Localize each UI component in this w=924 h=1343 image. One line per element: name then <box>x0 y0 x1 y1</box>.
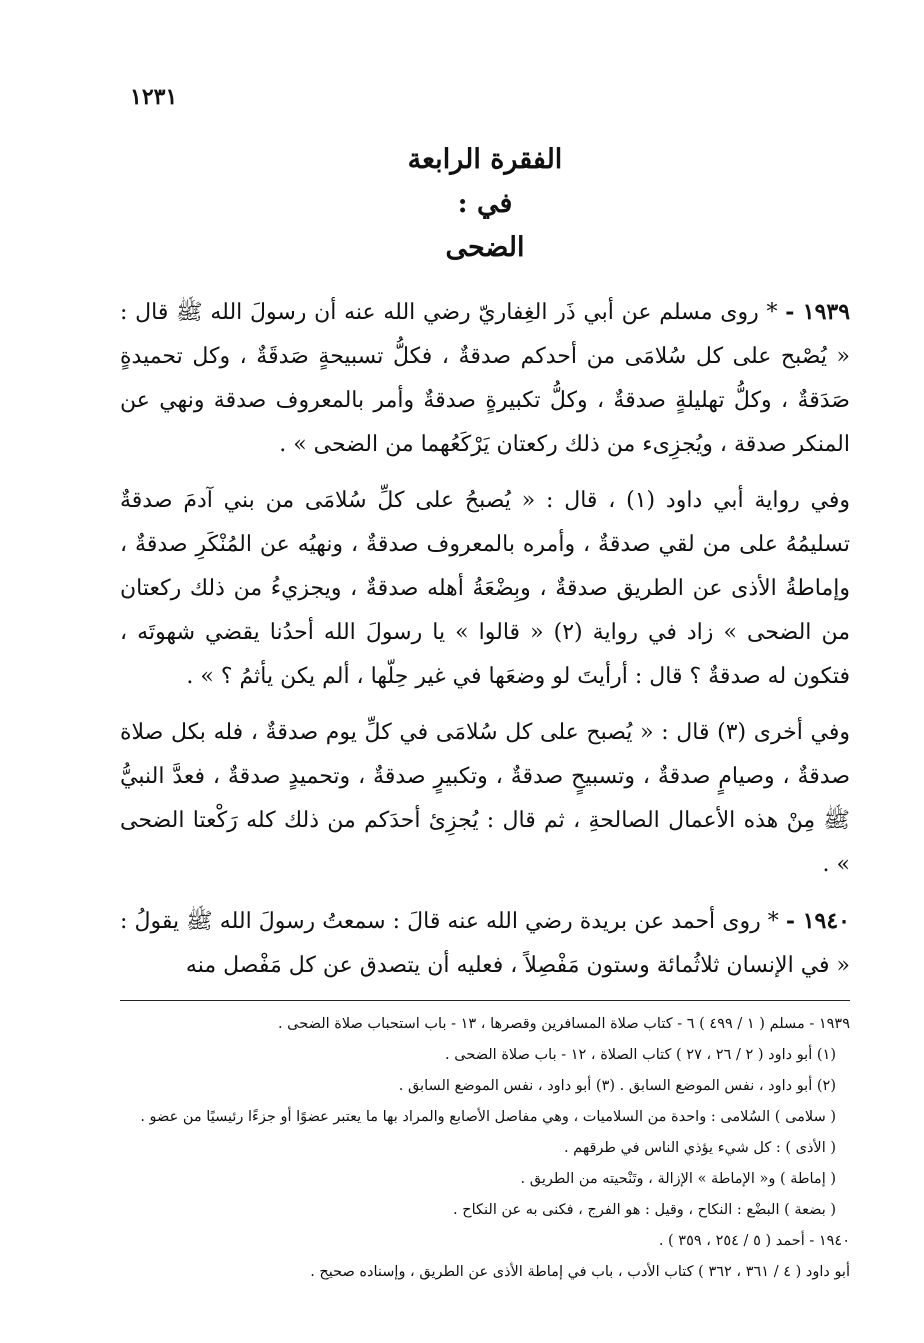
paragraph-text: وفي رواية أبي داود (١) ، قال : « يُصبحُ على كلِّ سُلامَى من بني آدمَ صدقةٌ تسليمُهُ على من لقي صدقةٌ ، وأمره بالمعروف صدقةٌ ، ونهيُه عن المُنْكَرِ صدقةٌ ، وإماطةُ الأذى عن الطريق صدقةٌ ، وبِضْعَةُ أهله صدقةٌ ، ويجزيءُ من ذلك ركعتان من الضحى » زاد في رواية (٢) « قالوا » يا رسولَ الله أحدُنا يقضي شهوتَه ، فتكون له صدقةٌ ؟ قال : أرأيتَ لو وضعَها في غير حِلّها ، ألم يكن يأثمُ ؟ » . <box>120 488 851 689</box>
footnote-source-abu-dawud: أبو داود ( ٤ / ٣٦١ ، ٣٦٢ ) كتاب الأدب ، باب في إماطة الأذى عن الطريق ، وإسناده صحيح . <box>310 1264 850 1280</box>
paragraph-text: وفي أخرى (٣) قال : « يُصبح على كل سُلامَى في كلِّ يوم صدقةٌ ، فله بكل صلاة صدقةٌ ، وصيامٍ صدقةٌ ، وتسبيحٍ صدقةٌ ، وتكبيرٍ صدقةٌ ، وتحميدٍ صدقةٌ ، فعدَّ النبيُّ ﷺ مِنْ هذه الأعمال الصالحةِ ، ثم قال : يُجزِئ أحدَكم من ذلك كله رَكْعتا الضحى » . <box>120 720 850 877</box>
narration-other <box>120 711 850 887</box>
footnote-2-3: (٢) أبو داود ، نفس الموضع السابق . (٣) أبو داود ، نفس الموضع السابق . <box>398 1078 836 1094</box>
narration-abu-dawud <box>120 479 850 699</box>
footnote-gloss-bud: ( بضعة ) البضْع : النكاح ، وقيل : هو الفرج ، فكنى به عن النكاح . <box>453 1202 836 1218</box>
footnotes <box>120 1000 850 1288</box>
footnote-1: (١) أبو داود ( ٢ / ٢٦ ، ٢٧ ) كتاب الصلاة ، ١٢ - باب صلاة الضحى . <box>445 1047 836 1063</box>
hadith-number: ١٩٣٩ - <box>785 299 851 325</box>
hadith-paragraph-1939 <box>120 290 850 467</box>
footnote-gloss-imata: ( إماطة ) و« الإماطة » الإزالة ، وتَنْحيته من الطريق . <box>520 1171 836 1187</box>
hadith-text <box>120 290 850 988</box>
footnote-gloss-sulama: ( سلامى ) السُلامى : واحدة من السلاميات ، وهي مفاصل الأصابع والمراد بها ما يعتبر عضوًا أو جزءًا رئيسيًا من عضو . <box>140 1109 836 1125</box>
footnote-source-1939: ١٩٣٩ - مسلم ( ١ / ٤٩٩ ) ٦ - كتاب صلاة المسافرين وقصرها ، ١٣ - باب استحباب صلاة الضحى . <box>277 1016 850 1032</box>
section-title: الفقرة الرابعة <box>407 144 563 175</box>
hadith-paragraph-1940 <box>120 899 850 988</box>
section-subtitle-prefix: في : <box>457 188 513 219</box>
paragraph-text: * روى أحمد عن بريدة رضي الله عنه قالَ : سمعتُ رسولَ الله ﷺ يقولُ : « في الإنسان ثلاثُمائة وستون مَفْصِلاً ، فعليه أن يتصدق عن كل مَفْصل منه <box>120 909 850 978</box>
footnote-gloss-adha: ( الأذى ) : كل شيء يؤذي الناس في طرقهم . <box>563 1140 836 1156</box>
section-subtitle: الضحى <box>445 232 525 263</box>
section-titles <box>120 138 850 270</box>
paragraph-text: * روى مسلم عن أبي ذَر الغِفاريّ رضي الله عنه أن رسولَ الله ﷺ قال : « يُصْبح على كل سُلامَى من أحدكم صدقةٌ ، فكلُّ تسبيحةٍ صَدقَةٌ ، وكل تحميدةٍ صَدَقةٌ ، وكلُّ تهليلةٍ صدقةٌ ، وكلُّ تكبيرةٍ صدقةٌ وأمر بالمعروف صدقة ونهي عن المنكر صدقة ، ويُجزِىء من ذلك ركعتان يَرْكَعُهما من الضحى » . <box>120 300 850 457</box>
page-number: ١٢٣١ <box>130 84 178 110</box>
page-content <box>120 80 850 1288</box>
hadith-number: ١٩٤٠ - <box>785 908 850 934</box>
footnote-source-1940: ١٩٤٠ - أحمد ( ٥ / ٢٥٤ ، ٣٥٩ ) . <box>658 1233 850 1249</box>
